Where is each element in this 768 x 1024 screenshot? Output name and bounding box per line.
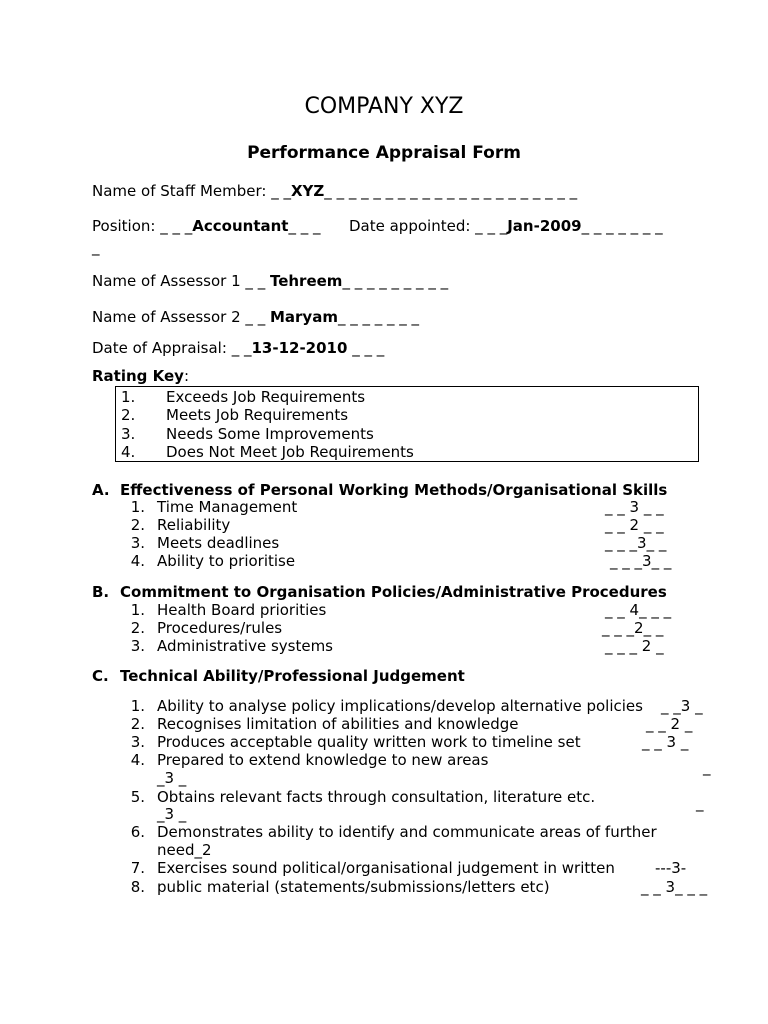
date-appointed-value: Jan-2009 — [507, 217, 582, 235]
item-number: 5. — [130, 788, 145, 806]
position-field — [92, 217, 321, 235]
item-text: Demonstrates ability to identify and communicate areas of further — [157, 823, 657, 841]
assessor-2-blank-pre: _ _ — [245, 308, 270, 326]
rating-key-item-text: Exceeds Job Requirements — [166, 388, 366, 406]
section-b-title: Commitment to Organisation Policies/Administrative Procedures — [120, 583, 667, 601]
section-c-title: Technical Ability/Professional Judgement — [120, 667, 465, 685]
item-score: _ — [696, 794, 704, 812]
rating-key-item-number: 3. — [121, 425, 136, 443]
item-text: Exercises sound political/organisational judgement in written — [157, 859, 615, 877]
section-b-letter: B. — [92, 583, 110, 601]
section-c-letter: C. — [92, 667, 109, 685]
item-number: 1. — [130, 498, 145, 516]
item-score: _ _ 3 _ — [642, 733, 689, 751]
position-value: Accountant — [192, 217, 289, 235]
item-number: 3. — [130, 733, 145, 751]
item-text: Procedures/rules — [157, 619, 283, 637]
item-text: Recognises limitation of abilities and knowledge — [157, 715, 519, 733]
rating-key-item — [116, 406, 698, 424]
rating-key-item-number: 2. — [121, 406, 136, 424]
item-number: 6. — [130, 823, 145, 841]
item-text: Ability to analyse policy implications/develop alternative policies — [157, 697, 643, 715]
rating-key-item — [116, 388, 698, 406]
item-score: _ _ _3_ _ — [610, 552, 672, 570]
section-a-letter: A. — [92, 481, 110, 499]
date-appointed-field — [349, 217, 663, 235]
item-text: Reliability — [157, 516, 231, 534]
item-score: _ _ _3_ _ — [605, 534, 667, 552]
item-score: _ _ _2_ _ — [602, 619, 664, 637]
staff-member-field — [92, 182, 577, 200]
date-of-appraisal-field — [92, 339, 384, 357]
assessor-2-blank-post: _ _ _ _ _ _ _ — [337, 308, 420, 326]
item-score-continued: _3 _ — [157, 805, 187, 823]
position-blank-post: _ _ _ — [288, 217, 321, 235]
date-of-appraisal-blank-pre: _ _ — [231, 339, 252, 357]
item-number: 3. — [130, 637, 145, 655]
position-blank-pre: _ _ _ — [160, 217, 193, 235]
assessor-1-field — [92, 272, 448, 290]
item-text: Health Board priorities — [157, 601, 327, 619]
assessor-1-blank-pre: _ _ — [245, 272, 270, 290]
rating-key-box — [115, 386, 699, 462]
date-of-appraisal-label: Date of Appraisal: — [92, 339, 232, 357]
item-text: Obtains relevant facts through consultation, literature etc. — [157, 788, 596, 806]
rating-key-label: Rating Key — [92, 367, 184, 385]
rating-key-colon: : — [183, 367, 189, 385]
rating-key-item — [116, 443, 698, 461]
staff-member-label: Name of Staff Member: — [92, 182, 272, 200]
assessor-2-value: Maryam — [269, 308, 338, 326]
item-score: _ _ 2 _ _ — [605, 516, 664, 534]
item-number: 1. — [130, 697, 145, 715]
rating-key-item-number: 1. — [121, 388, 136, 406]
rating-key-item-number: 4. — [121, 443, 136, 461]
item-text-continued: need_2 — [157, 841, 212, 859]
item-score: _ _ 3 _ _ — [605, 498, 664, 516]
assessor-2-field — [92, 308, 419, 326]
date-of-appraisal-value: 13-12-2010 — [251, 339, 348, 357]
assessor-2-label: Name of Assessor 2 — [92, 308, 246, 326]
staff-member-blank-post: _ _ _ _ _ _ _ _ _ _ _ _ _ _ _ _ _ _ _ _ _ — [324, 182, 578, 200]
rating-key-heading — [92, 367, 189, 385]
item-number: 4. — [130, 552, 145, 570]
item-score: _ _3 _ — [661, 697, 703, 715]
rating-key-item-text: Meets Job Requirements — [166, 406, 349, 424]
date-appointed-blank-pre: _ _ _ — [475, 217, 508, 235]
item-score: _ _ 3_ _ _ — [641, 878, 708, 896]
date-appointed-wrap: _ — [92, 238, 100, 256]
assessor-1-label: Name of Assessor 1 — [92, 272, 246, 290]
item-number: 2. — [130, 516, 145, 534]
rating-key-item-text: Needs Some Improvements — [166, 425, 374, 443]
item-score: _ _ 4_ _ _ — [605, 601, 672, 619]
item-text: Ability to prioritise — [157, 552, 296, 570]
form-title: Performance Appraisal Form — [247, 143, 521, 163]
item-number: 3. — [130, 534, 145, 552]
item-score: _ — [703, 758, 711, 776]
date-appointed-label: Date appointed: — [349, 217, 476, 235]
staff-member-blank-pre: _ _ — [271, 182, 291, 200]
item-number: 2. — [130, 715, 145, 733]
item-number: 2. — [130, 619, 145, 637]
item-number: 1. — [130, 601, 145, 619]
item-text: Time Management — [157, 498, 298, 516]
company-name: COMPANY XYZ — [304, 94, 464, 119]
item-text: Prepared to extend knowledge to new areas — [157, 751, 489, 769]
item-number: 8. — [130, 878, 145, 896]
item-text: public material (statements/submissions/letters etc) — [157, 878, 550, 896]
item-number: 7. — [130, 859, 145, 877]
assessor-1-value: Tehreem — [269, 272, 343, 290]
assessor-1-blank-post: _ _ _ _ _ _ _ _ _ — [342, 272, 449, 290]
item-text: Produces acceptable quality written work to timeline set — [157, 733, 581, 751]
staff-member-value: XYZ — [290, 182, 325, 200]
date-of-appraisal-blank-post: _ _ _ — [347, 339, 385, 357]
item-score: ---3- — [655, 859, 687, 877]
rating-key-item — [116, 425, 698, 443]
date-appointed-blank-post: _ _ _ _ _ _ _ — [581, 217, 663, 235]
item-score-continued: _3 _ — [157, 769, 187, 787]
item-text: Meets deadlines — [157, 534, 280, 552]
position-label: Position: — [92, 217, 161, 235]
rating-key-item-text: Does Not Meet Job Requirements — [166, 443, 414, 461]
item-text: Administrative systems — [157, 637, 333, 655]
item-score: _ _ _ 2 _ — [605, 637, 664, 655]
item-number: 4. — [130, 751, 145, 769]
item-score: _ _ 2 _ — [646, 715, 693, 733]
section-a-title: Effectiveness of Personal Working Methods/Organisational Skills — [120, 481, 668, 499]
